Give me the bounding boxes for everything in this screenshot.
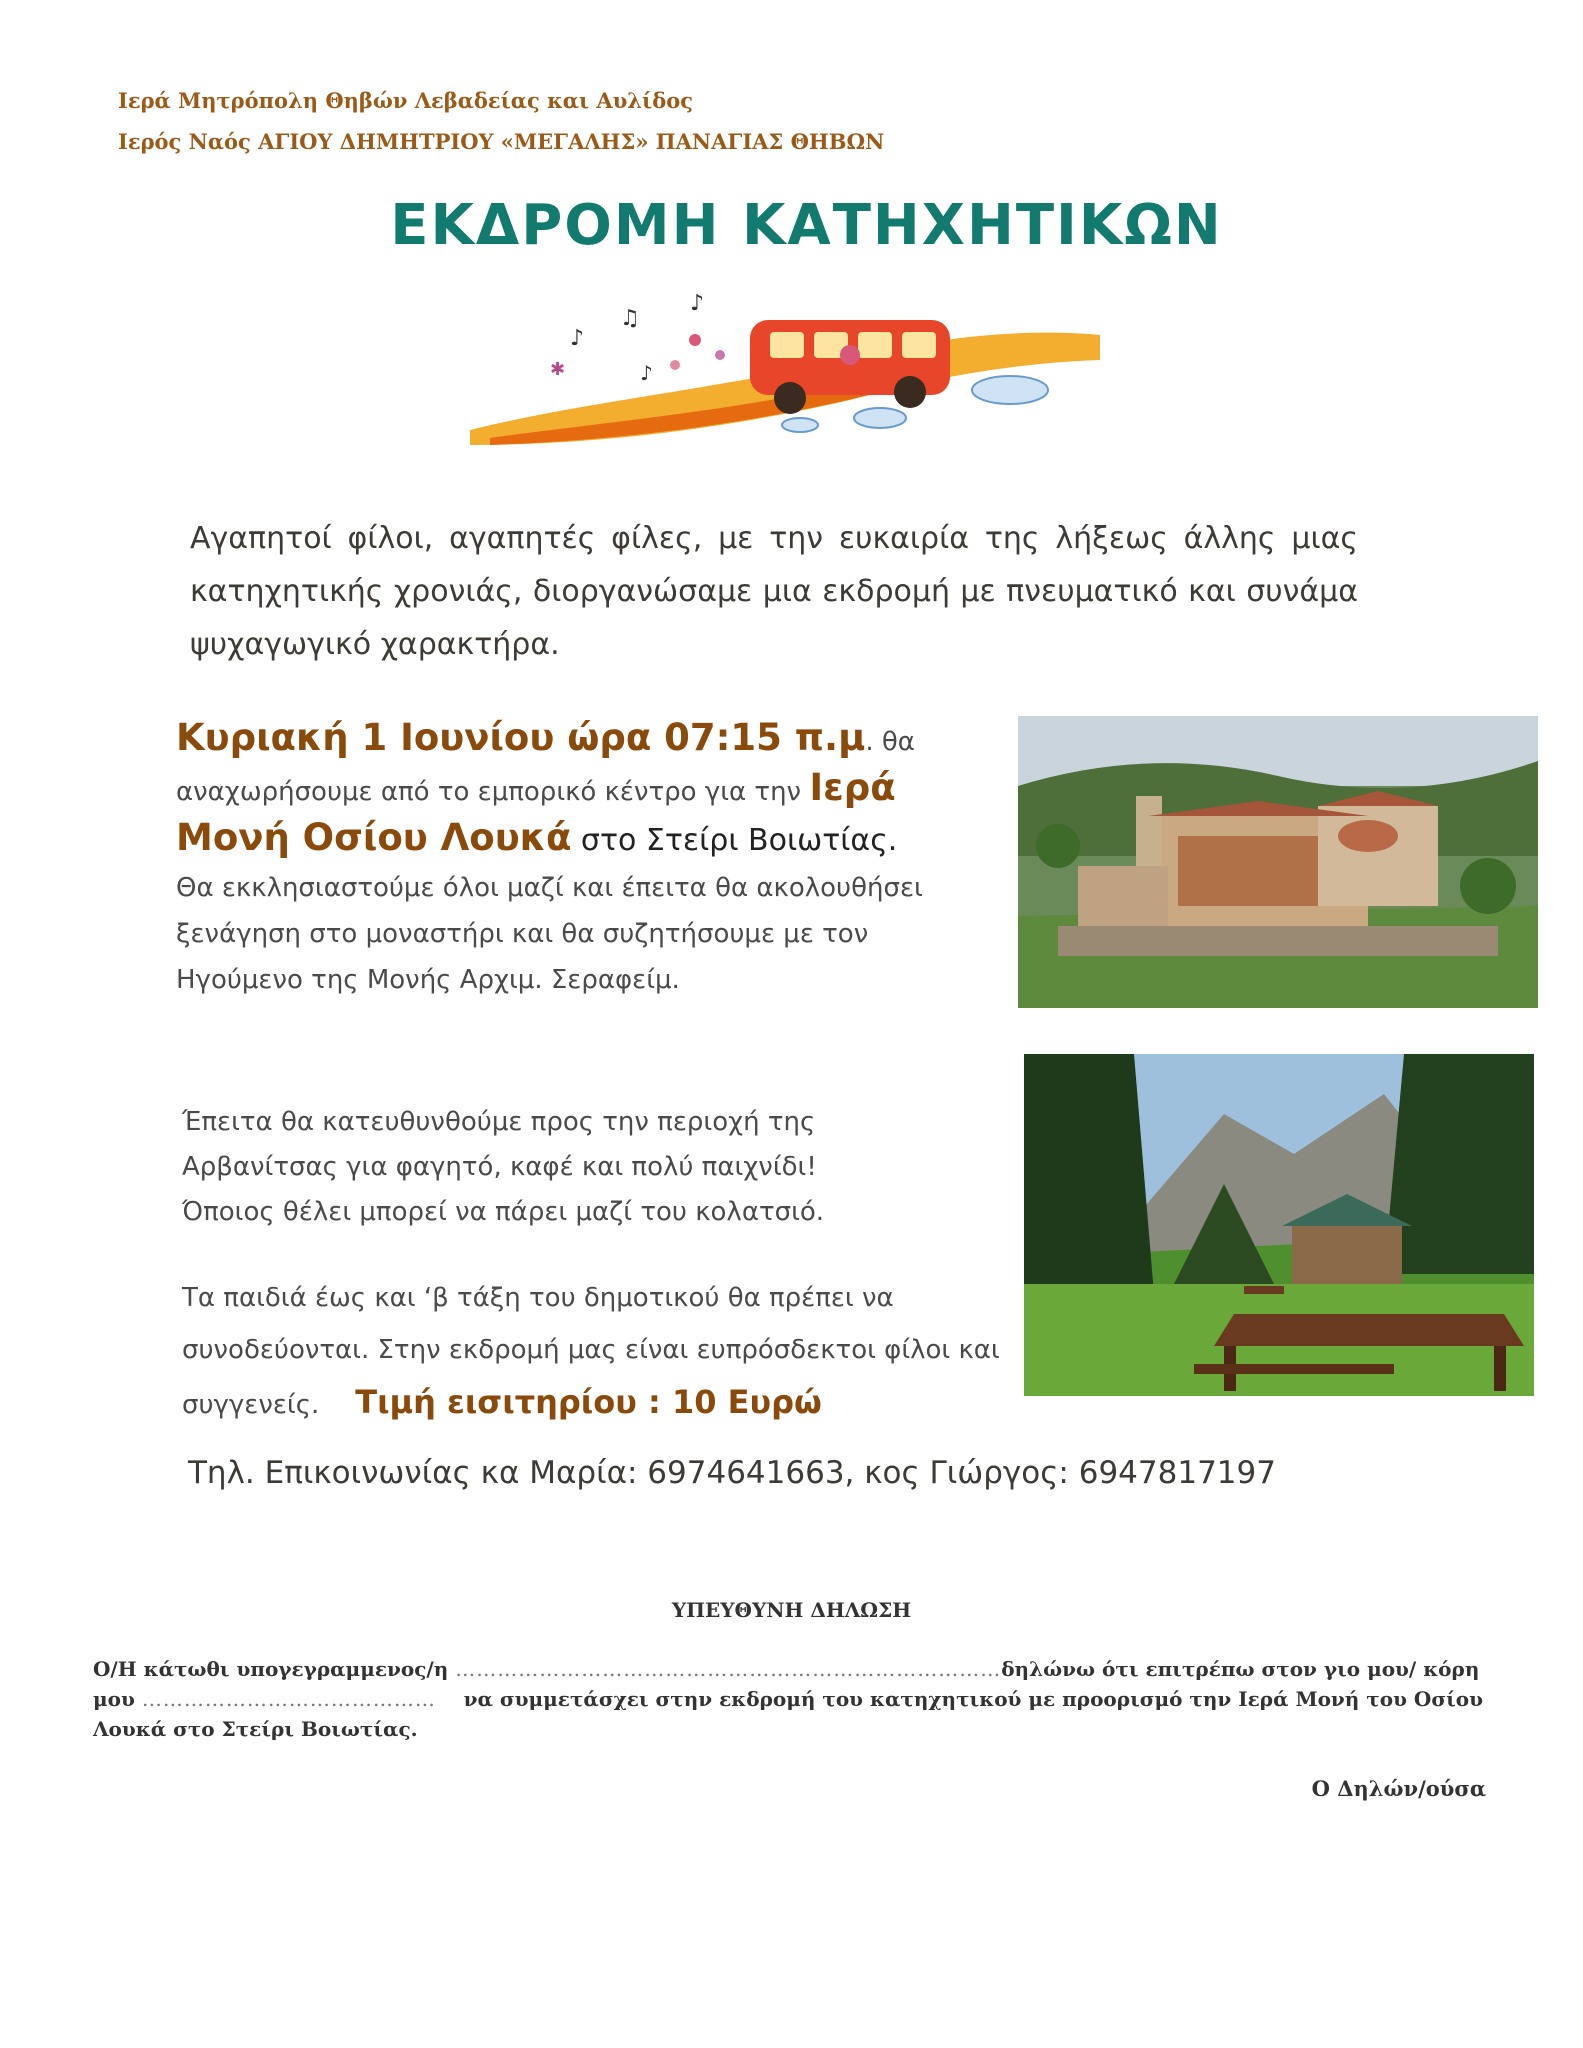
svg-text:♪: ♪ xyxy=(640,361,653,385)
monastery-photo xyxy=(1018,716,1538,1008)
svg-text:♫: ♫ xyxy=(620,306,640,331)
declaration-part-2: δηλώνω ότι επιτρέπω στον γιο μου/ κόρη μου xyxy=(93,1657,1480,1711)
picnic-area-photo xyxy=(1024,1054,1534,1396)
children-notice xyxy=(182,1272,1012,1431)
trip-location: στο Στείρι Βοιωτίας. xyxy=(571,823,898,858)
signer-label: Ο Δηλών/ούσα xyxy=(1311,1776,1486,1801)
svg-text:♪: ♪ xyxy=(570,326,585,351)
bus-illustration xyxy=(470,280,1110,450)
intro-paragraph: Αγαπητοί φίλοι, αγαπητές φίλες, με την ευκαιρία της λήξεως άλλης μιας κατηχητικής χρονιάς, διοργανώσαμε μια εκδρομή με πνευματικό και συνάμα ψυχαγωγικό χαρακτήρα. xyxy=(190,521,1358,662)
after-line-3: Όποιος θέλει μπορεί να πάρει μαζί του κολατσιό. xyxy=(182,1197,825,1227)
header-metropolis: Ιερά Μητρόπολη Θηβών Λεβαδείας και Αυλίδος xyxy=(118,88,693,113)
trip-destination: Ιερά Μονή Οσίου Λουκά xyxy=(176,766,896,859)
trip-date-time: Κυριακή 1 Ιουνίου ώρα 07:15 π.μ xyxy=(176,716,866,759)
parent-name-blank: …………………………………………………………………… xyxy=(455,1657,1002,1681)
declaration-part-3: να συμμετάσχει στην εκδρομή του κατηχητικού με προορισμό την Ιερά Μονή του Οσίου Λουκά στο Στείρι Βοιωτίας. xyxy=(93,1687,1490,1741)
page-title: ΕΚΔΡΟΜΗ ΚΑΤΗΧΗΤΙΚΩΝ xyxy=(390,193,1223,258)
declaration-part-1: Ο/Η κάτωθι υπογεγραμμενος/η xyxy=(93,1657,456,1681)
svg-text:♪: ♪ xyxy=(690,291,705,316)
ticket-price: Τιμή εισιτηρίου : 10 Ευρώ xyxy=(355,1383,822,1421)
trip-details xyxy=(176,715,956,1003)
contact-phones: Τηλ. Επικοινωνίας κα Μαρία: 6974641663, κος Γιώργος: 6947817197 xyxy=(188,1455,1276,1491)
declaration-text xyxy=(93,1654,1493,1744)
trip-program-text: Θα εκκλησιαστούμε όλοι μαζί και έπειτα θα ακολουθήσει ξενάγηση στο μοναστήρι και θα συζητήσουμε με τον Ηγούμενο της Μονής Αρχιμ. Σεραφείμ. xyxy=(176,873,923,995)
child-name-blank: …………………………………… xyxy=(141,1687,436,1711)
header-church: Ιερός Ναός ΑΓΙΟΥ ΔΗΜΗΤΡΙΟΥ «ΜΕΓΑΛΗΣ» ΠΑΝΑΓΙΑΣ ΘΗΒΩΝ xyxy=(118,129,885,154)
after-line-2: Αρβανίτσας για φαγητό, καφέ και πολύ παιχνίδι! xyxy=(182,1152,817,1182)
after-visit-text xyxy=(182,1100,1012,1235)
children-text: Τα παιδιά έως και ‘β τάξη του δημοτικού θα πρέπει να συνοδεύονται. Στην εκδρομή μας είναι ευπρόσδεκτοι φίλοι και συγγενείς. xyxy=(182,1283,1000,1420)
svg-text:✱: ✱ xyxy=(550,359,566,380)
after-line-1: Έπειτα θα κατευθυνθούμε προς την περιοχή της xyxy=(182,1107,816,1137)
trip-departure-text: . θα αναχωρήσουμε από το εμπορικό κέντρο για την xyxy=(176,727,915,807)
declaration-title: ΥΠΕΥΘΥΝΗ ΔΗΛΩΣΗ xyxy=(671,1598,912,1622)
